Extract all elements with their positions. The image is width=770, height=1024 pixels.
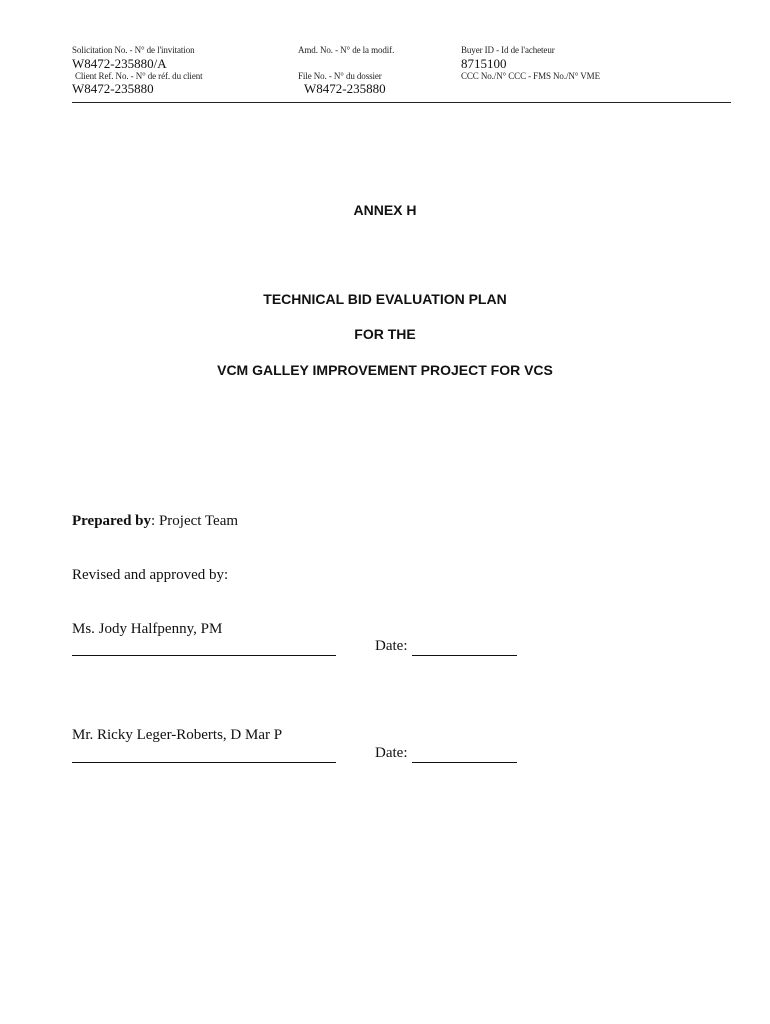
document-title-line1: TECHNICAL BID EVALUATION PLAN: [263, 291, 507, 307]
header-divider: [72, 102, 731, 103]
signatory1-date-line: [412, 655, 517, 656]
document-title-line3: VCM GALLEY IMPROVEMENT PROJECT FOR VCS: [217, 362, 553, 378]
ccc-label: CCC No./N° CCC - FMS No./N° VME: [461, 71, 600, 81]
signatory2-date-line: [412, 762, 517, 763]
annex-heading: ANNEX H: [353, 202, 417, 218]
signatory2-name: Mr. Ricky Leger-Roberts, D Mar P: [72, 727, 283, 743]
prepared-by-colon: :: [151, 513, 156, 529]
signatory1-signature-line: [72, 655, 336, 656]
prepared-by-label: Prepared by: [72, 513, 152, 529]
prepared-by-value: Project Team: [155, 513, 239, 529]
amd-label: Amd. No. - N° de la modif.: [298, 45, 395, 55]
client-ref-label: Client Ref. No. - N° de réf. du client: [75, 71, 203, 81]
file-label: File No. - N° du dossier: [298, 71, 382, 81]
buyer-label: Buyer ID - Id de l'acheteur: [461, 45, 555, 55]
signatory2-date-label: Date:: [375, 745, 408, 761]
signatory2-signature-line: [72, 762, 336, 763]
solicitation-value: W8472-235880/A: [72, 56, 167, 71]
file-value: W8472-235880: [304, 81, 386, 96]
prepared-by-line: [72, 513, 238, 530]
signatory1-date-label: Date:: [375, 638, 408, 654]
client-ref-value: W8472-235880: [72, 81, 154, 96]
buyer-value: 8715100: [461, 56, 507, 71]
signatory1-name: Ms. Jody Halfpenny, PM: [72, 621, 223, 637]
approval-heading: Revised and approved by:: [72, 567, 229, 583]
document-title-line2: FOR THE: [354, 326, 416, 342]
solicitation-label: Solicitation No. - N° de l'invitation: [72, 45, 195, 55]
